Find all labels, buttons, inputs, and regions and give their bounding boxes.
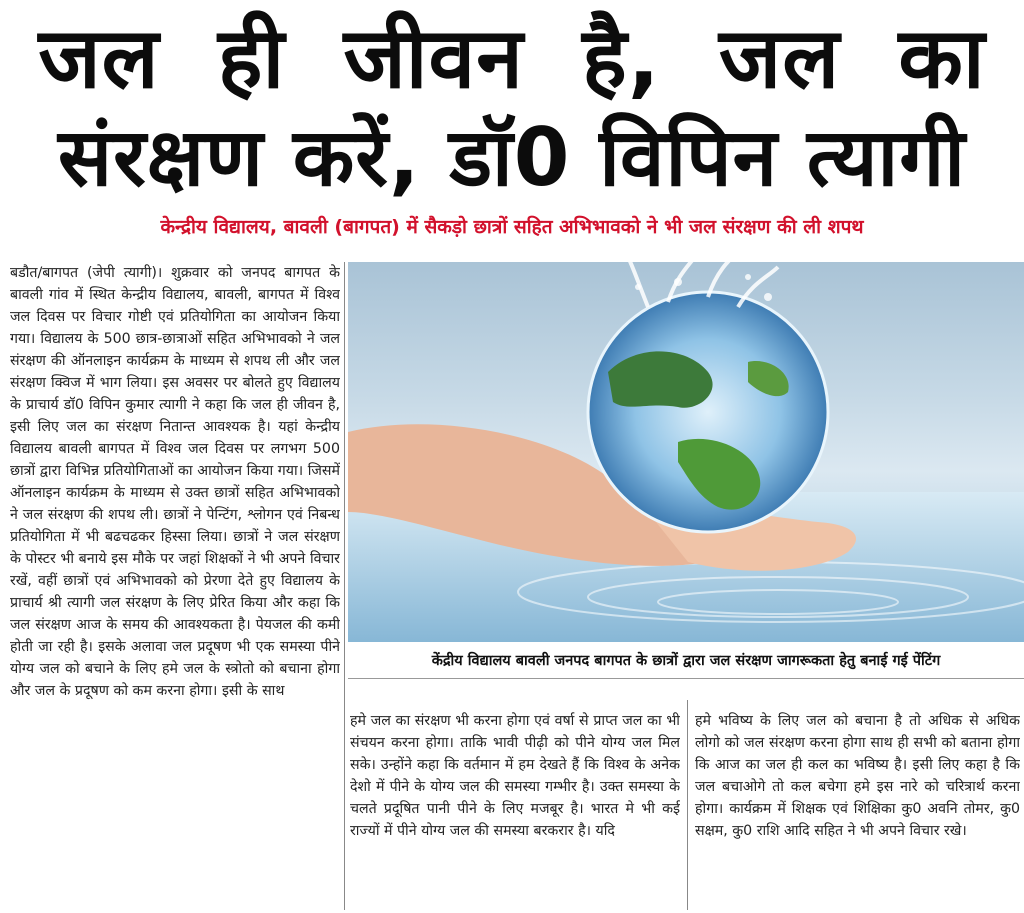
article-photo [348,262,1024,642]
subheadline: केन्द्रीय विद्यालय, बावली (बागपत) में सैकड़ो छात्रों सहित अभिभावको ने भी जल संरक्षण की ली शपथ [160,216,864,238]
headline-line-1: जल ही जीवन है, जल का [38,9,986,107]
article-column-3: हमे भविष्य के लिए जल को बचाना है तो अधिक से अधिक लोगो को जल संरक्षण करना होगा साथ ही सभी को बताना होगा कि आज का जल ही कल का भविष्य है। इसी लिए कहा है कि जल बचाओगे तो कल बचेगा हमे इस नारे को चरित्रार्थ करना होगा। कार्यक्रम में शिक्षक एवं शिक्षिका कु0 अवनि तोमर, कु0 सक्षम, कु0 राशि आदि सहित ने भी अपने विचार रखे। [695,713,1020,839]
globe-water-bowl-icon [348,262,1024,642]
column-divider-2 [687,700,688,910]
photo-caption: केंद्रीय विद्यालय बावली जनपद बागपत के छात्रों द्वारा जल संरक्षण जागरूकता हेतु बनाई गई पेंटिंग [431,653,941,669]
caption-divider [348,678,1024,679]
headline-line-2: संरक्षण करें, डॉ0 विपिन त्यागी [58,111,966,204]
article-column-2: हमे जल का संरक्षण भी करना होगा एवं वर्षा से प्राप्त जल का भी संचयन करना होगा। ताकि भावी पीढ़ी को पीने योग्य जल मिल सके। उन्होंने कहा कि वर्तमान में हम देखते हैं कि विश्व के अनेक देशो में पीने के योग्य जल की समस्या गम्भीर है। उक्त समस्या के चलते प्रदूषित पानी पीने के लिए मजबूर है। भारत मे भी कई राज्यों में पीने योग्य जल की समस्या बरकरार है। यदि [350,713,680,839]
column-divider-1 [344,262,345,910]
headline [0,8,1024,208]
article-column-1: बडौत/बागपत (जेपी त्यागी)। शुक्रवार को जनपद बागपत के बावली गांव में स्थित केन्द्रीय विद्यालय, बावली, बागपत में विश्व जल दिवस पर विचार गोष्टी एवं प्रतियोगिता का आयोजन किया गया। विद्यालय के 500 छात्र-छात्राओं सहित अभिभावको ने जल संरक्षण की ऑनलाइन कार्यक्रम के माध्यम से शपथ ली और जल संरक्षण क्विज में भाग लिया। इस अवसर पर बोलते हुए विद्यालय के प्राचार्य डॉ0 विपिन कुमार त्यागी ने कहा कि जल ही जीवन है, इसी लिए जल का संरक्षण नितान्त आवश्यक है। यहां केन्द्रीय विद्यालय बावली बागपत में विश्व जल दिवस पर लगभग 500 छात्रों द्वारा विभिन्न प्रतियोगिताओं का आयोजन किया गया। जिसमें ऑनलाइन कार्यक्रम के माध्यम से उक्त छात्रों सहित अभिभावको ने जल संरक्षण की शपथ ली। छात्रों ने पेन्टिंग, श्लोगन एवं निबन्ध प्रतियोगिता में भी बढचढकर हिस्सा लिया। छात्रों ने जल संरक्षण के पोस्टर भी बनाये इस मौके पर जहां शिक्षकों ने भी अपने विचार रखें, वहीं छात्रों एवं अभिभावको को प्रेरणा देते हुए विद्यालय के प्राचार्य श्री त्यागी जल संरक्षण के लिए प्रेरित किया और कहा कि जल संरक्षण आज के समय की आवश्यकता है। पेयजल की कमी होती जा रही है। इसके अलावा जल प्रदूषण भी एक समस्या पीने योग्य जल को बचाने के लिए हमे जल के स्त्रोतो को बचाना होगा और जल के प्रदूषण को कम करना होगा। इसी के साथ [10,265,340,699]
